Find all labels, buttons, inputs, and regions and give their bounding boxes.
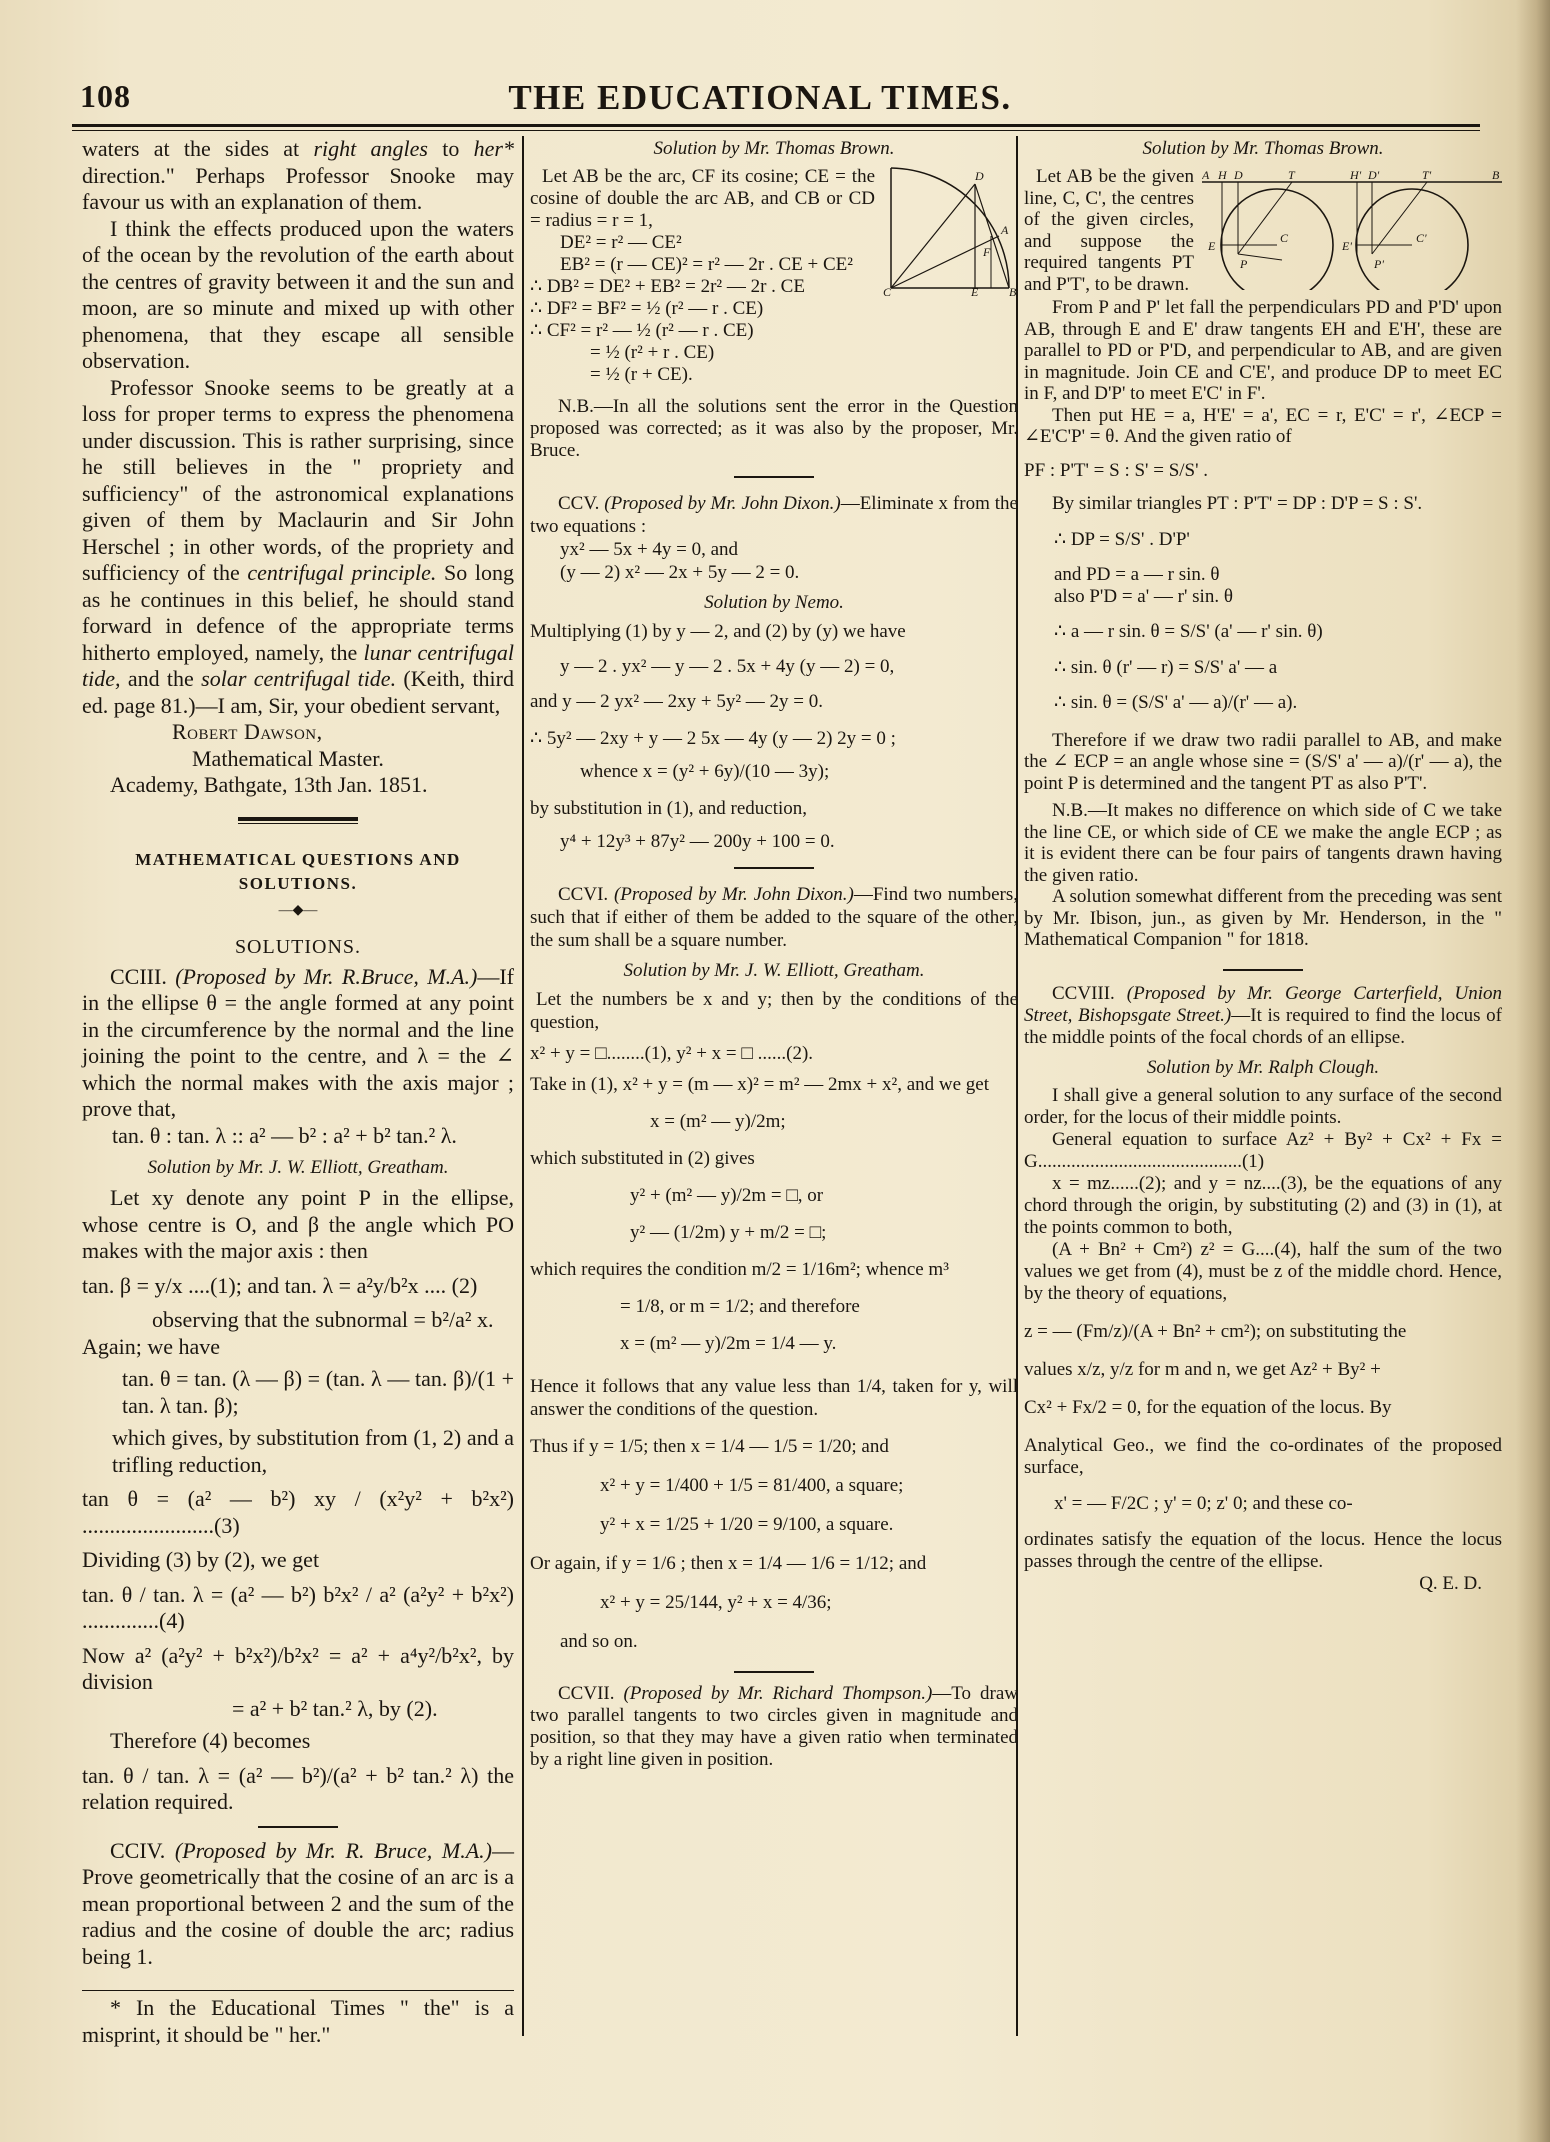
column-2 [530, 136, 1018, 1771]
fig3-label-b: B [1492, 170, 1500, 182]
fig3-label-c: C [1280, 231, 1289, 245]
question-206: CCVI. (Proposed by Mr. John Dixon.)—Find two numbers, such that if either of them be added to the square of the other, the sum shall be a square number. [530, 884, 1018, 951]
tangent-circles-diagram [1202, 170, 1502, 290]
rule-before-204 [258, 1826, 338, 1828]
solution-203-body: Let xy denote any point P in the ellipse, whose centre is O, and β the angle which PO makes with the major axis : then tan. β = y/x ....(1); and tan. λ = a²y/b²x .... (2) observing that the subnormal = b²/a² x. Again; we have tan. θ = tan. (λ — β) = (tan. λ — tan. β)/(1 + tan. λ tan. β); which gives, by substitution from (1, 2) and a trifling reduction, tan θ = (a² — b²) xy / (x²y² + b²x²) ........................(3) Dividing (3) by (2), we get tan. θ / tan. λ = (a² — b²) b²x² / a² (a²y² + b²x²) ..............(4) Now a² (a²y² + b²x²)/b²x² = a² + a⁴y²/b²x², by division = a² + b² tan.² λ, by (2). Therefore (4) becomes tan. θ / tan. λ = (a² — b²)/(a² + b² tan.² λ) the relation required. [82, 1185, 514, 1814]
header-rule-thin [72, 130, 1480, 131]
solution-203-heading: Solution by Mr. J. W. Elliott, Greatham. [147, 1157, 449, 1178]
signature-name: Robert Dawson, [172, 719, 323, 744]
fig3-label-d-prime: D' [1368, 170, 1380, 182]
fig3-label-e-prime: E' [1342, 239, 1352, 253]
signature-title: Mathematical Master. [192, 745, 384, 771]
fig-label-b: B [1009, 285, 1017, 296]
solutions-heading: SOLUTIONS. [234, 935, 362, 958]
fig3-label-a: A [1202, 170, 1210, 182]
arc-diagram [883, 166, 1018, 296]
column-divider-1 [522, 136, 524, 2036]
fig3-label-t-prime: T' [1422, 170, 1432, 182]
letter-paragraph-1: waters at the sides at right angles to her* direction." Perhaps Professor Snooke may favour us with an explanation of them. [82, 136, 514, 214]
fig3-label-p: P [1240, 257, 1248, 271]
fig-label-a: A [1001, 223, 1009, 237]
column-1 [82, 136, 514, 2048]
solution-206-heading: Solution by Mr. J. W. Elliott, Greatham. [623, 960, 925, 981]
fig3-label-d: D [1234, 170, 1243, 182]
question-205: CCV. (Proposed by Mr. John Dixon.)—Eliminate x from the two equations : yx² — 5x + 4y = 0, and (y — 2) x² — 2x + 5y — 2 = 0. [530, 493, 1018, 583]
letter-paragraph-3: Professor Snooke seems to be greatly at a loss for proper terms to express the phenomena under discussion. This is rather surprising, since he still believes in the " propriety and sufficiency" of the astronomical explanations given of them by Maclaurin and Sir John Herschel ; in other words, of the propriety and sufficiency of the centrifugal principle. So long as he continues in this belief, he should stand forward in defence of the appropriate terms hitherto employed, namely, the lunar centrifugal tide, and the solar centrifugal tide. (Keith, third ed. page 81.)—I am, Sir, your obedient servant, [82, 374, 514, 718]
fig-label-d: D [975, 169, 984, 183]
fig3-label-p-prime: P' [1374, 257, 1384, 271]
question-208: CCVIII. (Proposed by Mr. George Carterfield, Union Street, Bishopsgate Street.)—It is required to find the locus of the middle points of the focal chords of an ellipse. [1024, 982, 1503, 1048]
section-divider [238, 817, 358, 824]
solution-207-heading: Solution by Mr. Thomas Brown. [1142, 138, 1384, 159]
fig3-label-h: H [1218, 170, 1227, 182]
section-title: MATHEMATICAL QUESTIONS AND SOLUTIONS. [135, 849, 461, 893]
fig-label-e: E [971, 285, 979, 296]
fig3-label-t: T [1288, 170, 1295, 182]
rule-before-207 [734, 1671, 814, 1673]
page-number: 108 [80, 78, 131, 114]
fig3-label-c-prime: C' [1416, 231, 1427, 245]
fig-label-f: F [983, 245, 991, 259]
question-204: CCIV. (Proposed by Mr. R. Bruce, M.A.)—Prove geometrically that the cosine of an arc is a mean proportional between 2 and the sum of the radius and the cosine of double the arc; radius being 1. [82, 1837, 514, 1969]
column-3 [1024, 136, 1502, 1595]
solution-204-body: Let AB be the arc, CF its cosine; CE = the cosine of double the arc AB, and CB or CD = radius = r = 1, DE² = r² — CE² EB² = (r — CE)² = r² — 2r . CE + CE² ∴ DB² = DE² + EB² = 2r² — 2r . CE ∴ DF² = BF² = ½ (r² — r . CE) ∴ CF² = r² — ½ (r² — r . CE) = ½ (r² + r . CE) = ½ (r + CE). N.B.—In all the solutions sent the error in the Question proposed was corrected; as it was also by the proposer, Mr. Bruce. [530, 166, 1018, 461]
footnote-rule [82, 1990, 514, 1991]
solution-205-body: Multiplying (1) by y — 2, and (2) by (y) we have y — 2 . yx² — y — 2 . 5x + 4y (y — 2) = 0, and y — 2 yx² — 2xy + 5y² — 2y = 0. ∴ 5y² — 2xy + y — 2 5x — 4y (y — 2) 2y = 0 ; whence x = (y² + 6y)/(10 — 3y); by substitution in (1), and reduction, y⁴ + 12y³ + 87y² — 200y + 100 = 0. [530, 621, 906, 852]
rule-before-205 [734, 476, 814, 478]
solution-207-body: Let AB be the given line, C, C', the centres of the given circles, and suppose the required tangents PT and P'T', to be drawn. From P and P' let fall the perpendiculars PD and P'D' upon AB, through E and E' draw tangents EH and E'H', these are parallel to PD or P'D, and perpendicular to AB, and are given in magnitude. Join CE and C'E', and produce DP to meet EC in F, and D'P' to meet E'C' in F'. Then put HE = a, H'E' = a', EC = r, E'C' = r', ∠ECP = ∠E'C'P' = θ. And the given ratio of PF : P'T' = S : S' = S/S' . By similar triangles PT : P'T' = DP : D'P = S : S'. ∴ DP = S/S' . D'P' and PD = a — r sin. θ also P'D = a' — r' sin. θ ∴ a — r sin. θ = S/S' (a' — r' sin. θ) ∴ sin. θ (r' — r) = S/S' a' — a ∴ sin. θ = (S/S' a' — a)/(r' — a). Therefore if we draw two radii parallel to AB, and make the ∠ ECP = an angle whose sine = (S/S' a' — a)/(r' — a), the point P is determined and the tangent PT as also P'T'. N.B.—It makes no difference on which side of C we take the line CE, or which side of CE we make the angle ECP ; as it is evident there can be four pairs of tangents drawn having the given ratio. A solution somewhat different from the preceding was sent by Mr. Ibison, jun., as given by Mr. Henderson, in the " Mathematical Companion " for 1818. [1024, 166, 1502, 950]
solution-206-body: Let the numbers be x and y; then by the conditions of the question, x² + y = □........(1), y² + x = □ ......(2). Take in (1), x² + y = (m — x)² = m² — 2mx + x², and we get x = (m² — y)/2m; which substituted in (2) gives y² + (m² — y)/2m = □, or y² — (1/2m) y + m/2 = □; which requires the condition m/2 = 1/16m²; whence m³ = 1/8, or m = 1/2; and therefore x = (m² — y)/2m = 1/4 — y. Hence it follows that any value less than 1/4, taken for y, will answer the conditions of the question. Thus if y = 1/5; then x = 1/4 — 1/5 = 1/20; and x² + y = 1/400 + 1/5 = 81/400, a square; y² + x = 1/25 + 1/20 = 9/100, a square. Or again, if y = 1/6 ; then x = 1/4 — 1/6 = 1/12; and x² + y = 25/144, y² + x = 4/36; and so on. [530, 989, 1018, 1652]
letter-paragraph-2: I think the effects produced upon the waters of the ocean by the revolution of the earth about the centres of gravity between it and the sun and moon, are so minute and mixed up with other phenomena, that they escape all sensible observation. [82, 215, 514, 373]
solution-208-body: I shall give a general solution to any surface of the second order, for the locus of their middle points. General equation to surface Az² + By² + Cx² + Fx = G...........................................(1) x = mz......(2); and y = nz....(3), be the equations of any chord through the origin, by substituting (2) and (3) in (1), at the points common to both, (A + Bn² + Cm²) z² = G....(4), half the sum of the two values we get from (4), must be z of the middle chord. Hence, by the theory of equations, z = — (Fm/z)/(A + Bn² + cm²); on substituting the values x/z, y/z for m and n, we get Az² + By² + Cx² + Fx/2 = 0, for the equation of the locus. By Analytical Geo., we find the co-ordinates of the proposed surface, x' = — F/2C ; y' = 0; z' 0; and these co- ordinates satisfy the equation of the locus. Hence the locus passes through the centre of the ellipse. Q. E. D. [1024, 1084, 1502, 1594]
solution-208-heading: Solution by Mr. Ralph Clough. [1146, 1056, 1380, 1078]
rule-before-206 [734, 867, 814, 869]
qed: Q. E. D. [1419, 1572, 1482, 1594]
masthead-title: THE EDUCATIONAL TIMES. [508, 78, 1012, 117]
fig-label-c: C [883, 285, 892, 296]
solution-204-heading: Solution by Mr. Thomas Brown. [653, 138, 895, 159]
question-207: CCVII. (Proposed by Mr. Richard Thompson.)—To draw two parallel tangents to two circles given in magnitude and position, so that they may have a given ratio when terminated by a right line given in position. [530, 1683, 1018, 1770]
fig3-label-e: E [1208, 239, 1216, 253]
fig3-label-h-prime: H' [1350, 170, 1362, 182]
page-spine-shadow [1516, 0, 1550, 2142]
header-rule-thick [72, 124, 1480, 127]
question-203: CCIII. (Proposed by Mr. R.Bruce, M.A.)—If in the ellipse θ = the angle formed at any point in the circumference by the normal and the line joining the point to the centre, and λ = the ∠ which the normal makes with the axis major ; prove that, tan. θ : tan. λ :: a² — b² : a² + b² tan.² λ. [82, 963, 515, 1148]
signature-place: Academy, Bathgate, 13th Jan. 1851. [110, 772, 428, 797]
ornament-icon: —◆— [278, 902, 318, 918]
footnote: * In the Educational Times " the" is a misprint, it should be " her." [82, 1995, 514, 2047]
rule-before-208 [1223, 969, 1303, 971]
solution-205-heading: Solution by Nemo. [704, 592, 844, 613]
